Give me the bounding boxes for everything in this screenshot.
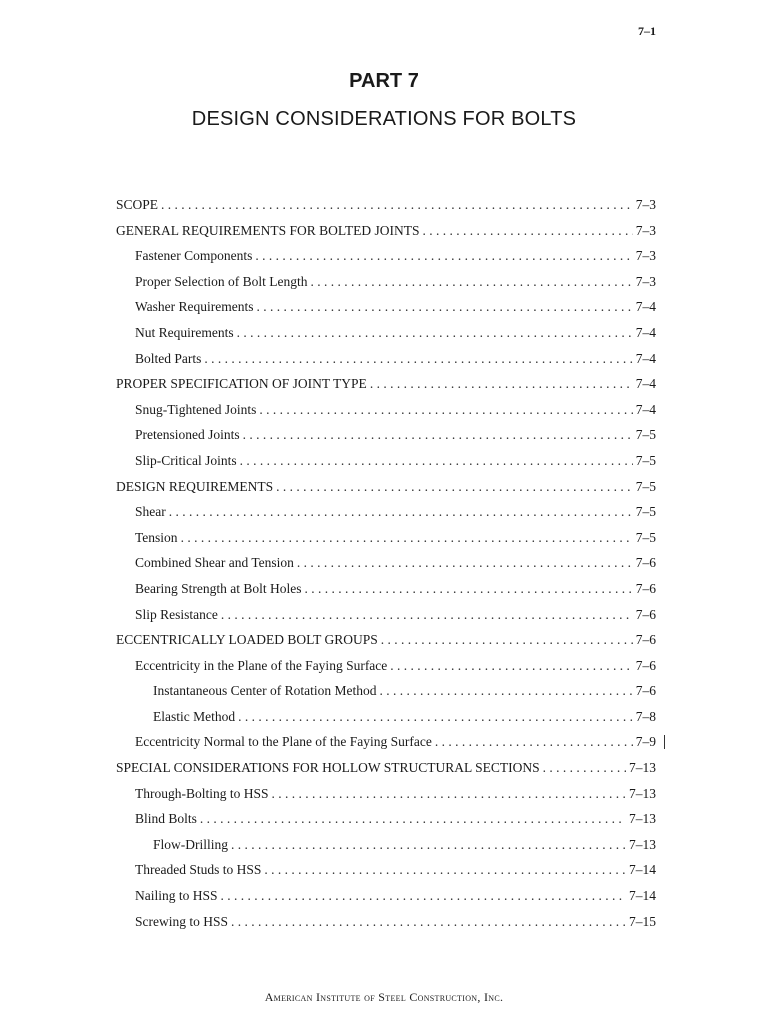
- toc-entry-page: 7–5: [635, 427, 656, 443]
- toc-entry-page: 7–5: [635, 504, 656, 520]
- toc-dot-leader: [276, 474, 633, 500]
- toc-entry-label: Screwing to HSS: [135, 913, 229, 929]
- table-of-contents: [116, 192, 656, 934]
- toc-entry-label: Proper Selection of Bolt Length: [135, 273, 308, 289]
- toc-entry: [116, 269, 656, 295]
- toc-dot-leader: [257, 294, 633, 320]
- toc-entry-label: Bearing Strength at Bolt Holes: [135, 580, 302, 596]
- page-number: 7–1: [638, 24, 656, 38]
- toc-entry: [116, 857, 656, 883]
- toc-entry-label: Through-Bolting to HSS: [135, 785, 269, 801]
- toc-entry: [116, 704, 656, 730]
- toc-entry: [116, 422, 656, 448]
- toc-entry-page: 7–6: [635, 606, 656, 622]
- toc-dot-leader: [204, 346, 632, 372]
- toc-entry-page: 7–14: [629, 862, 656, 878]
- toc-entry-page: 7–4: [635, 401, 656, 417]
- toc-dot-leader: [181, 525, 633, 551]
- toc-entry-label: Pretensioned Joints: [135, 427, 240, 443]
- toc-dot-leader: [423, 218, 633, 244]
- toc-dot-leader: [435, 729, 633, 755]
- toc-entry-page: 7–8: [635, 708, 656, 724]
- toc-entry-label: Threaded Studs to HSS: [135, 862, 262, 878]
- toc-entry-label: Slip-Critical Joints: [135, 452, 237, 468]
- toc-entry-label: Fastener Components: [135, 248, 253, 264]
- toc-dot-leader: [370, 371, 633, 397]
- toc-entry-label: Nut Requirements: [135, 324, 234, 340]
- toc-entry: [116, 192, 656, 218]
- toc-entry: [116, 883, 656, 909]
- toc-dot-leader: [543, 755, 626, 781]
- footer: American Institute of Steel Construction, Inc.: [264, 990, 504, 1004]
- toc-entry-label: Flow-Drilling: [153, 836, 229, 852]
- toc-entry-label: GENERAL REQUIREMENTS FOR BOLTED JOINTS: [116, 222, 420, 238]
- toc-dot-leader: [237, 320, 633, 346]
- toc-entry-label: DESIGN REQUIREMENTS: [116, 478, 274, 494]
- toc-entry-page: 7–6: [635, 632, 656, 648]
- toc-entry-label: Shear: [135, 504, 166, 520]
- toc-entry-page: 7–9: [635, 734, 656, 750]
- toc-entry-page: 7–5: [635, 452, 656, 468]
- toc-entry-page: 7–6: [635, 580, 656, 596]
- toc-entry-label: Combined Shear and Tension: [135, 555, 294, 571]
- toc-dot-leader: [379, 678, 632, 704]
- toc-entry: [116, 474, 656, 500]
- toc-entry-page: 7–4: [635, 299, 656, 315]
- toc-entry: [116, 294, 656, 320]
- toc-entry-label: Tension: [135, 529, 178, 545]
- toc-entry-page: 7–5: [635, 529, 656, 545]
- toc-entry: [116, 602, 656, 628]
- toc-dot-leader: [304, 576, 632, 602]
- toc-entry-page: 7–6: [635, 555, 656, 571]
- toc-entry-label: Eccentricity Normal to the Plane of the Faying Surface: [135, 734, 432, 750]
- toc-entry-label: Slip Resistance: [135, 606, 218, 622]
- toc-entry-label: PROPER SPECIFICATION OF JOINT TYPE: [116, 376, 367, 392]
- toc-entry: [116, 909, 656, 935]
- revision-bar: [664, 735, 665, 749]
- toc-entry: [116, 243, 656, 269]
- toc-dot-leader: [161, 192, 633, 218]
- toc-dot-leader: [255, 243, 632, 269]
- toc-entry-label: Eccentricity in the Plane of the Faying Surface: [135, 657, 388, 673]
- toc-entry: [116, 397, 656, 423]
- toc-entry-label: Nailing to HSS: [135, 888, 218, 904]
- toc-entry: [116, 525, 656, 551]
- toc-entry-page: 7–3: [635, 248, 656, 264]
- toc-entry: [116, 550, 656, 576]
- toc-entry: [116, 627, 656, 653]
- toc-entry: [116, 653, 656, 679]
- toc-entry-page: 7–4: [635, 350, 656, 366]
- toc-entry-page: 7–13: [629, 785, 656, 801]
- toc-dot-leader: [238, 704, 633, 730]
- toc-dot-leader: [231, 832, 626, 858]
- toc-entry: [116, 576, 656, 602]
- toc-entry-label: Washer Requirements: [135, 299, 254, 315]
- toc-entry: [116, 678, 656, 704]
- part-title: PART 7: [349, 70, 419, 92]
- toc-dot-leader: [169, 499, 633, 525]
- toc-entry-page: 7–4: [635, 376, 656, 392]
- toc-dot-leader: [390, 653, 632, 679]
- toc-entry-page: 7–13: [629, 811, 656, 827]
- toc-entry-page: 7–4: [635, 324, 656, 340]
- toc-entry-page: 7–3: [635, 273, 656, 289]
- toc-entry-label: SCOPE: [116, 197, 159, 212]
- toc-entry-label: ECCENTRICALLY LOADED BOLT GROUPS: [116, 632, 378, 648]
- toc-dot-leader: [200, 806, 626, 832]
- toc-entry: [116, 781, 656, 807]
- toc-entry: [116, 499, 656, 525]
- toc-entry-label: Snug-Tightened Joints: [135, 401, 257, 417]
- toc-entry: [116, 218, 656, 244]
- toc-dot-leader: [221, 602, 633, 628]
- toc-entry-page: 7–3: [635, 222, 656, 238]
- toc-entry-page: 7–3: [635, 197, 656, 212]
- toc-entry-label: Bolted Parts: [135, 350, 202, 366]
- toc-entry: [116, 832, 656, 858]
- toc-dot-leader: [240, 448, 633, 474]
- toc-entry: [116, 729, 656, 755]
- toc-entry: [116, 371, 656, 397]
- toc-entry-page: 7–13: [629, 836, 656, 852]
- toc-entry-page: 7–5: [635, 478, 656, 494]
- toc-entry-label: Elastic Method: [153, 708, 236, 724]
- toc-entry-page: 7–13: [629, 760, 656, 776]
- toc-dot-leader: [221, 883, 626, 909]
- toc-entry: [116, 755, 656, 781]
- toc-dot-leader: [381, 627, 633, 653]
- toc-entry-page: 7–6: [635, 683, 656, 699]
- toc-entry-label: Instantaneous Center of Rotation Method: [153, 683, 377, 699]
- toc-entry: [116, 346, 656, 372]
- toc-dot-leader: [259, 397, 632, 423]
- toc-dot-leader: [243, 422, 633, 448]
- toc-entry: [116, 448, 656, 474]
- toc-entry: [116, 806, 656, 832]
- toc-entry-page: 7–15: [629, 913, 656, 929]
- toc-dot-leader: [231, 909, 626, 935]
- toc-dot-leader: [264, 857, 626, 883]
- toc-entry-label: SPECIAL CONSIDERATIONS FOR HOLLOW STRUCTURAL SECTIONS: [116, 760, 540, 776]
- document-title: DESIGN CONSIDERATIONS FOR BOLTS: [191, 108, 577, 130]
- toc-entry: [116, 320, 656, 346]
- toc-entry-page: 7–6: [635, 657, 656, 673]
- toc-dot-leader: [297, 550, 633, 576]
- toc-dot-leader: [310, 269, 632, 295]
- toc-entry-label: Blind Bolts: [135, 811, 197, 827]
- toc-entry-page: 7–14: [629, 888, 656, 904]
- toc-dot-leader: [272, 781, 626, 807]
